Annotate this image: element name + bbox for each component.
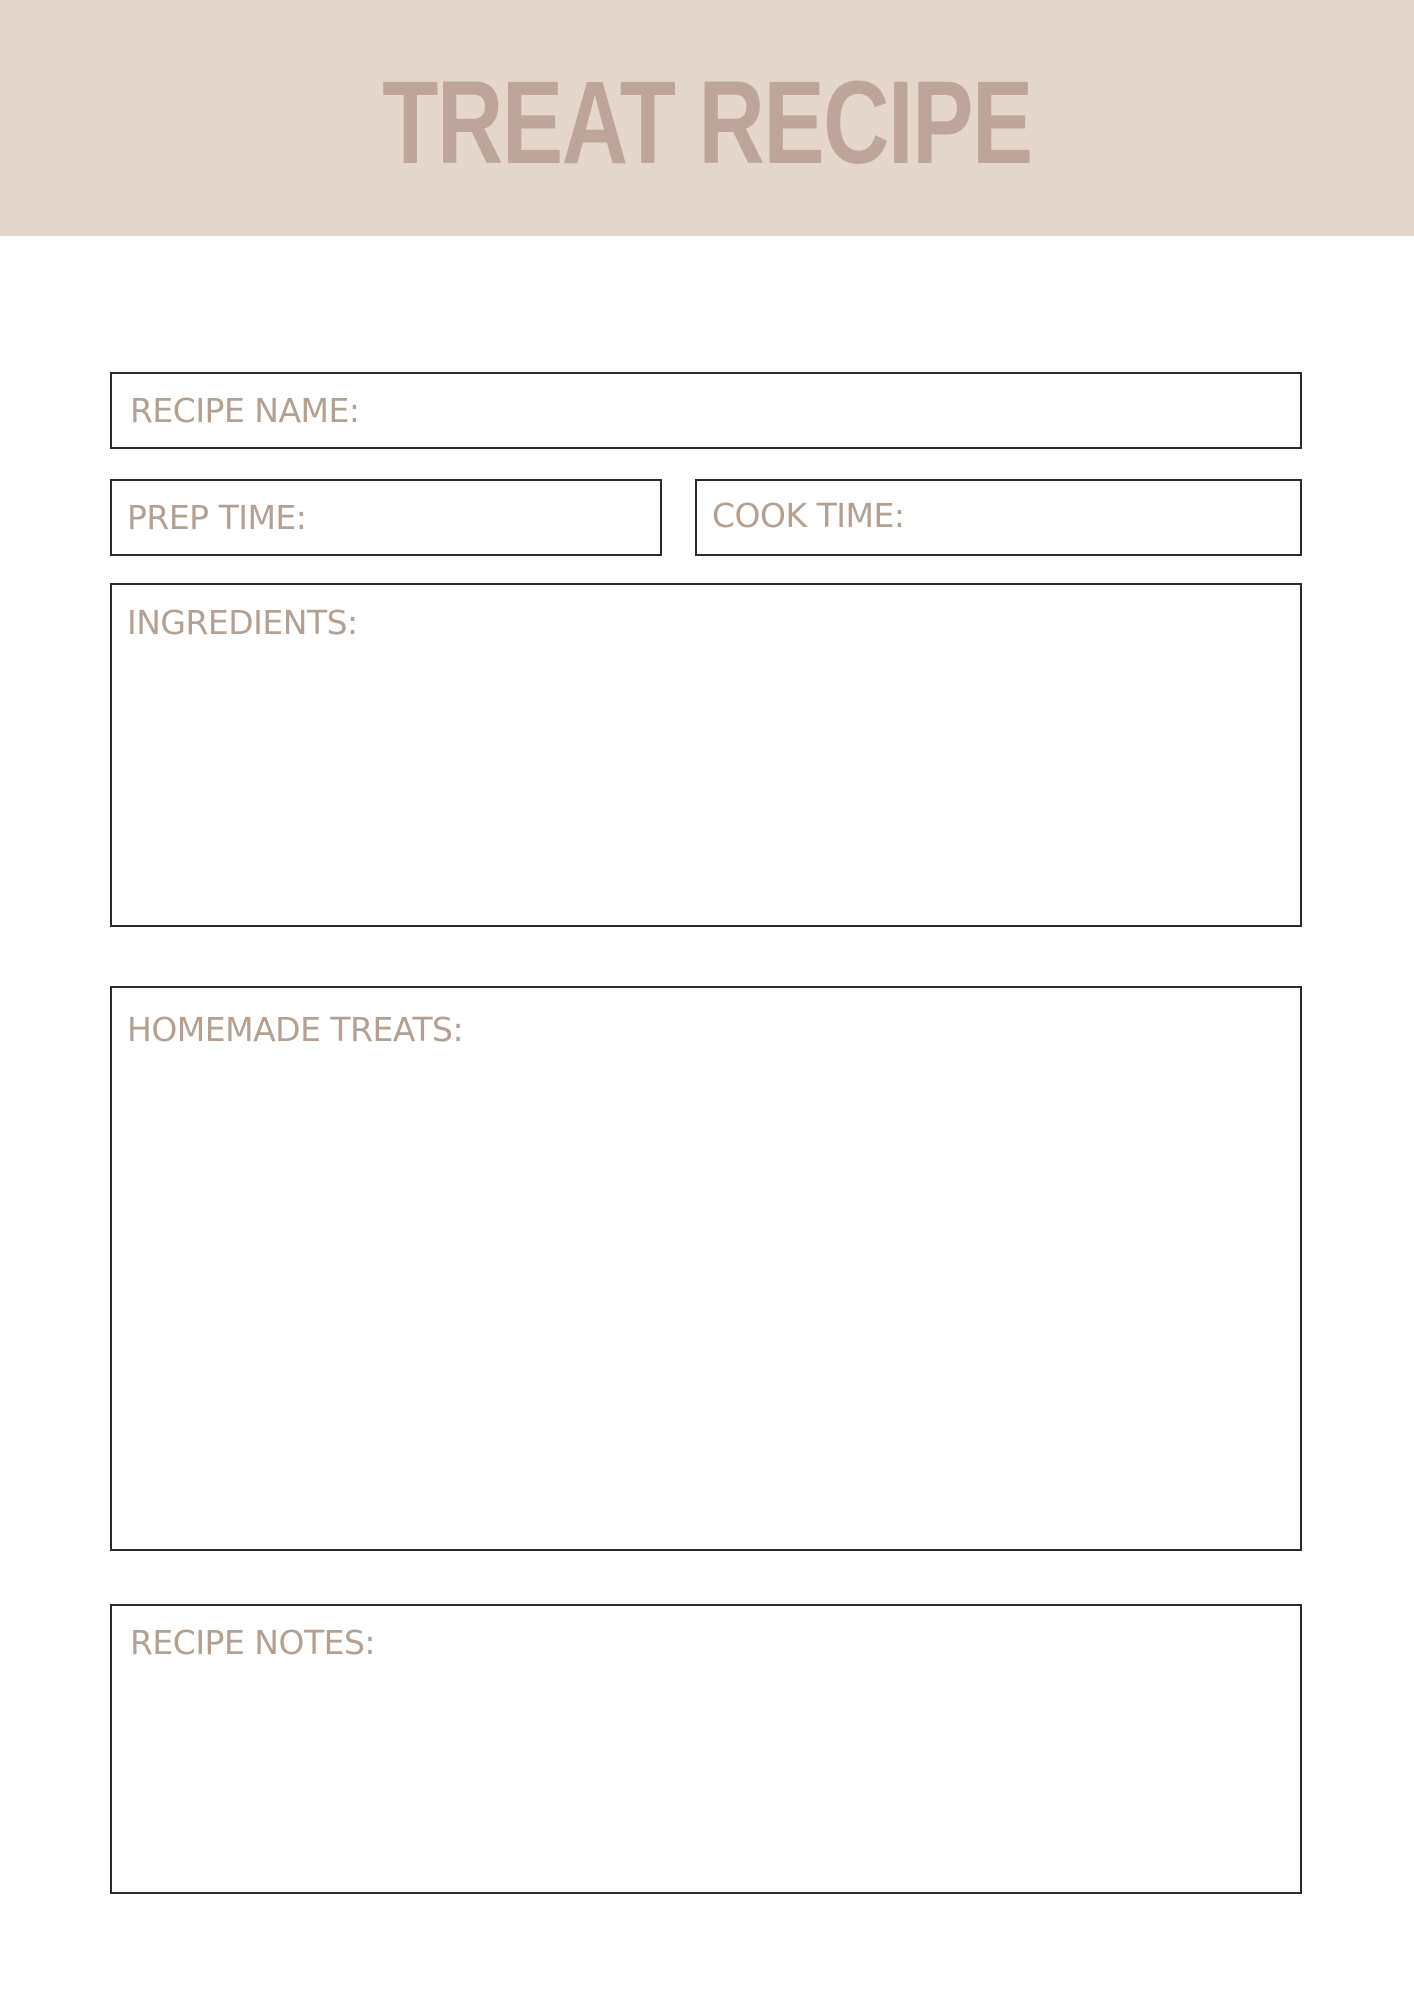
recipe-name-label: RECIPE NAME: — [130, 391, 360, 430]
recipe-name-field[interactable] — [110, 372, 1302, 449]
ingredients-field[interactable] — [110, 583, 1302, 927]
ingredients-label: INGREDIENTS: — [127, 603, 358, 642]
recipe-notes-label: RECIPE NOTES: — [130, 1623, 376, 1662]
homemade-treats-label: HOMEMADE TREATS: — [127, 1010, 464, 1049]
prep-time-label: PREP TIME: — [127, 498, 307, 537]
cook-time-label: COOK TIME: — [712, 496, 905, 535]
homemade-treats-field[interactable] — [110, 986, 1302, 1551]
page-title: TREAT RECIPE — [382, 57, 1032, 189]
recipe-notes-field[interactable] — [110, 1604, 1302, 1894]
cook-time-field[interactable] — [695, 479, 1302, 556]
prep-time-field[interactable] — [110, 479, 662, 556]
